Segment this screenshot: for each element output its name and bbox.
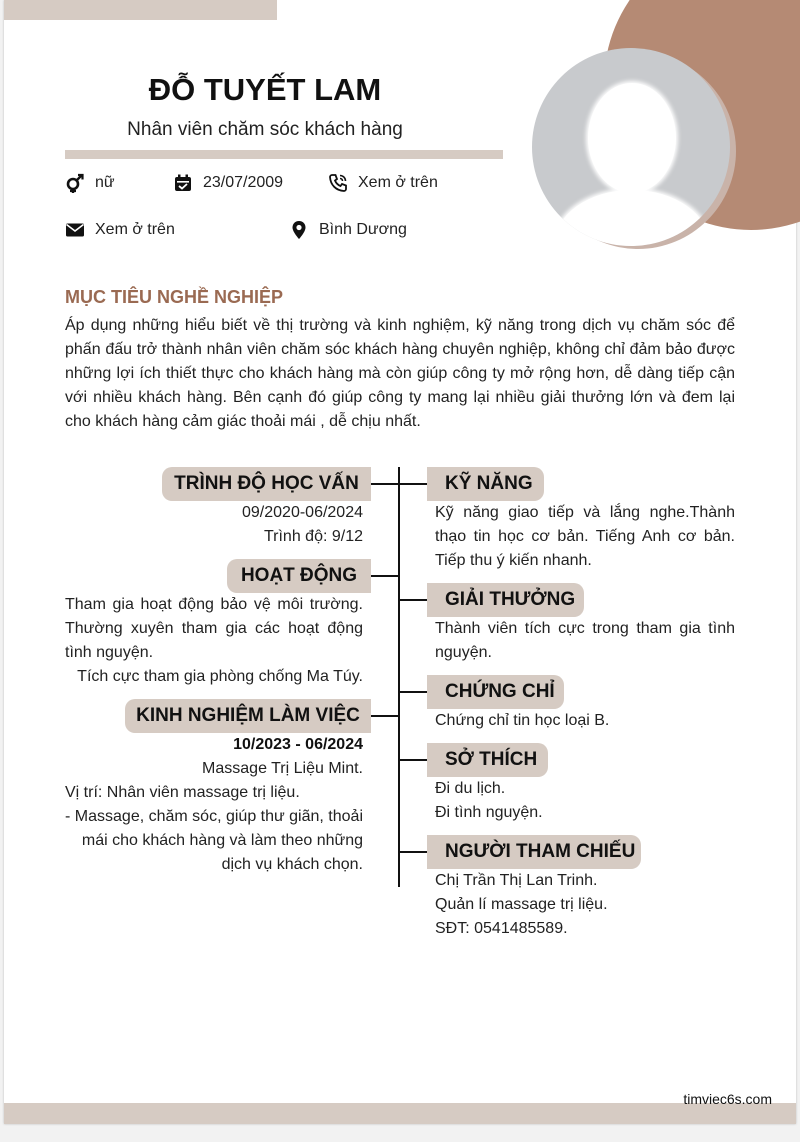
hobbies-heading: SỞ THÍCH bbox=[427, 743, 548, 777]
phone-info bbox=[328, 173, 438, 193]
experience-period: 10/2023 - 06/2024 bbox=[233, 736, 363, 753]
timeline-connector bbox=[398, 851, 428, 853]
bottom-decor-band bbox=[4, 1103, 796, 1124]
education-period: 09/2020-06/2024 bbox=[242, 504, 363, 521]
education-heading: TRÌNH ĐỘ HỌC VẤN bbox=[162, 467, 371, 501]
email-info bbox=[65, 220, 175, 240]
top-decor-strip bbox=[4, 0, 277, 20]
activities-heading: HOẠT ĐỘNG bbox=[227, 559, 371, 593]
timeline-connector bbox=[398, 599, 428, 601]
avatar bbox=[532, 48, 730, 246]
gender-info bbox=[65, 173, 115, 193]
timeline-connector bbox=[370, 483, 428, 485]
skills-text: Kỹ năng giao tiếp và lắng nghe.Thành thạo tin học cơ bản. Tiếng Anh cơ bản. Tiếp thu ý kiến nhanh. bbox=[435, 504, 735, 569]
experience-heading: KINH NGHIỆM LÀM VIỆC bbox=[125, 699, 371, 733]
avatar-body-silhouette bbox=[554, 190, 710, 246]
birthdate-info bbox=[173, 173, 283, 193]
references-heading: NGƯỜI THAM CHIẾU bbox=[427, 835, 641, 869]
awards-text: Thành viên tích cực trong tham gia tình nguyện. bbox=[435, 620, 735, 661]
address-info bbox=[289, 220, 407, 240]
activities-item-1: Tham gia hoạt động bảo vệ môi trường. Thường xuyên tham gia các hoạt động tình nguyện. bbox=[65, 596, 363, 661]
experience-description: - Massage, chăm sóc, giúp thư giãn, thoải mái cho khách hàng và làm theo những dịch vụ khách chọn. bbox=[65, 808, 363, 873]
job-title: Nhân viên chăm sóc khách hàng bbox=[127, 119, 403, 140]
awards-heading: GIẢI THƯỞNG bbox=[427, 583, 584, 617]
certificates-heading: CHỨNG CHỈ bbox=[427, 675, 564, 709]
certificates-text: Chứng chỉ tin học loại B. bbox=[435, 712, 610, 729]
timeline-connector bbox=[398, 691, 428, 693]
location-pin-icon bbox=[289, 220, 309, 240]
references-line-2: Quản lí massage trị liệu. bbox=[435, 896, 608, 913]
phone-text: Xem ở trên bbox=[358, 174, 438, 191]
timeline-line bbox=[398, 467, 400, 887]
hobbies-item-1: Đi du lịch. bbox=[435, 780, 506, 797]
objective-heading: MỤC TIÊU NGHỀ NGHIỆP bbox=[65, 287, 284, 307]
gender-icon bbox=[65, 173, 85, 193]
email-icon bbox=[65, 220, 85, 240]
email-text: Xem ở trên bbox=[95, 221, 175, 238]
birthdate-text: 23/07/2009 bbox=[203, 174, 284, 191]
gender-text: nữ bbox=[95, 174, 115, 191]
footer-site-link[interactable]: timviec6s.com bbox=[683, 1091, 772, 1107]
calendar-icon bbox=[173, 173, 193, 193]
experience-company: Massage Trị Liệu Mint. bbox=[202, 760, 363, 777]
hobbies-item-2: Đi tình nguyện. bbox=[435, 804, 543, 821]
timeline-connector bbox=[398, 759, 428, 761]
timeline-connector bbox=[370, 715, 400, 717]
skills-heading: KỸ NĂNG bbox=[427, 467, 544, 501]
candidate-name: ĐỖ TUYẾT LAM bbox=[148, 72, 382, 107]
references-line-1: Chị Trần Thị Lan Trinh. bbox=[435, 872, 598, 889]
avatar-head-silhouette bbox=[588, 83, 676, 193]
education-level: Trình độ: 9/12 bbox=[263, 528, 363, 545]
address-text: Bình Dương bbox=[319, 221, 407, 238]
references-line-3: SĐT: 0541485589. bbox=[435, 920, 568, 937]
activities-item-2: Tích cực tham gia phòng chống Ma Túy. bbox=[77, 668, 363, 685]
phone-icon bbox=[328, 173, 348, 193]
title-divider bbox=[65, 150, 503, 159]
experience-position: Vị trí: Nhân viên massage trị liệu. bbox=[65, 784, 300, 801]
objective-text: Áp dụng những hiểu biết về thị trường và kinh nghiệm, kỹ năng trong dịch vụ chăm sóc để phấn đấu trở thành nhân viên chăm sóc khách hàng chuyên nghiệp, không chỉ đảm bảo được những lợi ích thiết thực cho khách hàng mà còn giúp công ty mở rộng hơn, dễ dàng tiếp cận với nhiều khách hàng. Bên cạnh đó giúp công ty mang lại nhiều giải thưởng lớn và đem lại cho khách hàng cảm giác thoải mái , dễ chịu nhất. bbox=[65, 317, 735, 430]
timeline-connector bbox=[370, 575, 400, 577]
